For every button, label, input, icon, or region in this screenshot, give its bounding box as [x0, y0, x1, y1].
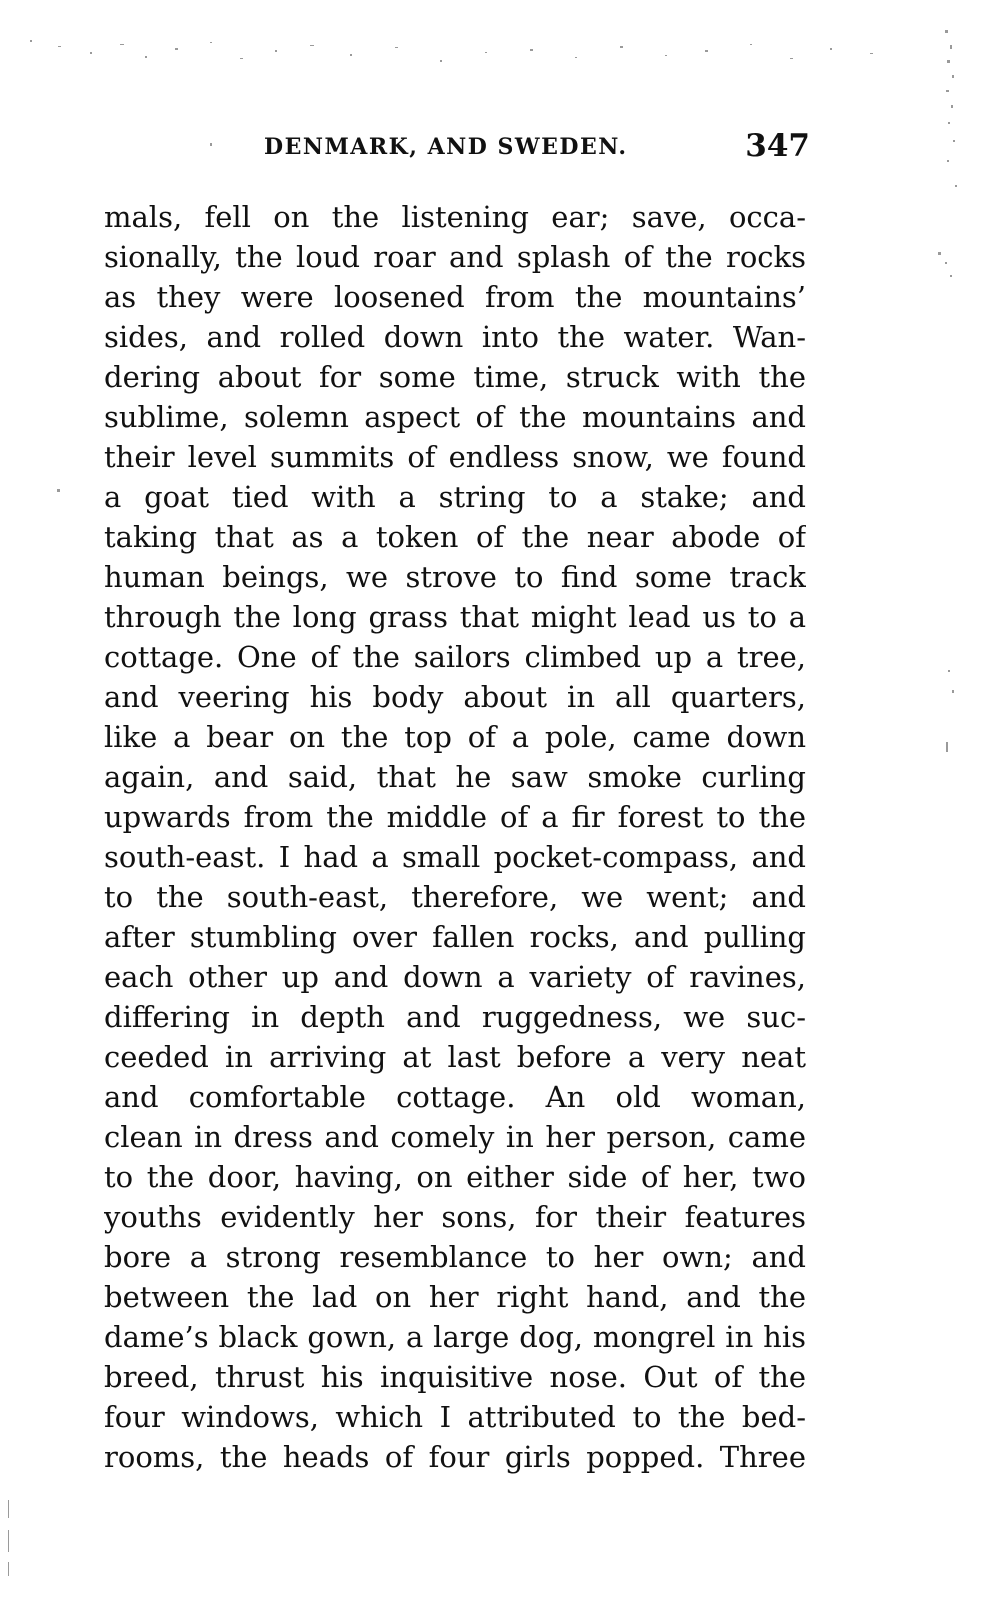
text-line: clean in dress and comely in her person, came — [104, 1120, 806, 1154]
text-line: upwards from the middle of a fir forest to the — [104, 800, 806, 834]
text-line: rooms, the heads of four girls popped. Three — [104, 1440, 806, 1474]
text-line: and comfortable cottage. An old woman, — [104, 1080, 806, 1114]
text-line: to the south-east, therefore, we went; and — [104, 880, 806, 914]
text-line: after stumbling over fallen rocks, and pulling — [104, 920, 806, 954]
text-line: like a bear on the top of a pole, came down — [104, 720, 806, 754]
text-line: to the door, having, on either side of her, two — [104, 1160, 806, 1194]
text-line: four windows, which I attributed to the bed- — [104, 1400, 806, 1434]
text-line: as they were loosened from the mountains’ — [104, 280, 806, 314]
text-line: again, and said, that he saw smoke curling — [104, 760, 806, 794]
text-line: cottage. One of the sailors climbed up a tree, — [104, 640, 806, 674]
page-number: 347 — [745, 128, 810, 164]
text-line: south-east. I had a small pocket-compass, and — [104, 840, 806, 874]
text-line: between the lad on her right hand, and the — [104, 1280, 806, 1314]
text-line: bore a strong resemblance to her own; and — [104, 1240, 806, 1274]
text-line: sionally, the loud roar and splash of the rocks — [104, 240, 806, 274]
text-line: taking that as a token of the near abode of — [104, 520, 806, 554]
running-head-title: DENMARK, AND SWEDEN. — [264, 134, 628, 160]
text-line: dame’s black gown, a large dog, mongrel in his — [104, 1320, 806, 1354]
text-line: a goat tied with a string to a stake; and — [104, 480, 806, 514]
text-line: breed, thrust his inquisitive nose. Out of the — [104, 1360, 806, 1394]
text-line: through the long grass that might lead us to a — [104, 600, 806, 634]
text-line: youths evidently her sons, for their features — [104, 1200, 806, 1234]
text-line: their level summits of endless snow, we found — [104, 440, 806, 474]
text-line: differing in depth and ruggedness, we suc- — [104, 1000, 806, 1034]
text-line: ceeded in arriving at last before a very neat — [104, 1040, 806, 1074]
body-text — [104, 197, 806, 1477]
text-line: sides, and rolled down into the water. Wan- — [104, 320, 806, 354]
text-line: dering about for some time, struck with the — [104, 360, 806, 394]
text-line: mals, fell on the listening ear; save, occa- — [104, 200, 806, 234]
running-head — [104, 128, 810, 168]
text-line: and veering his body about in all quarters, — [104, 680, 806, 714]
text-line: sublime, solemn aspect of the mountains and — [104, 400, 806, 434]
text-line: each other up and down a variety of ravines, — [104, 960, 806, 994]
text-line: human beings, we strove to find some track — [104, 560, 806, 594]
